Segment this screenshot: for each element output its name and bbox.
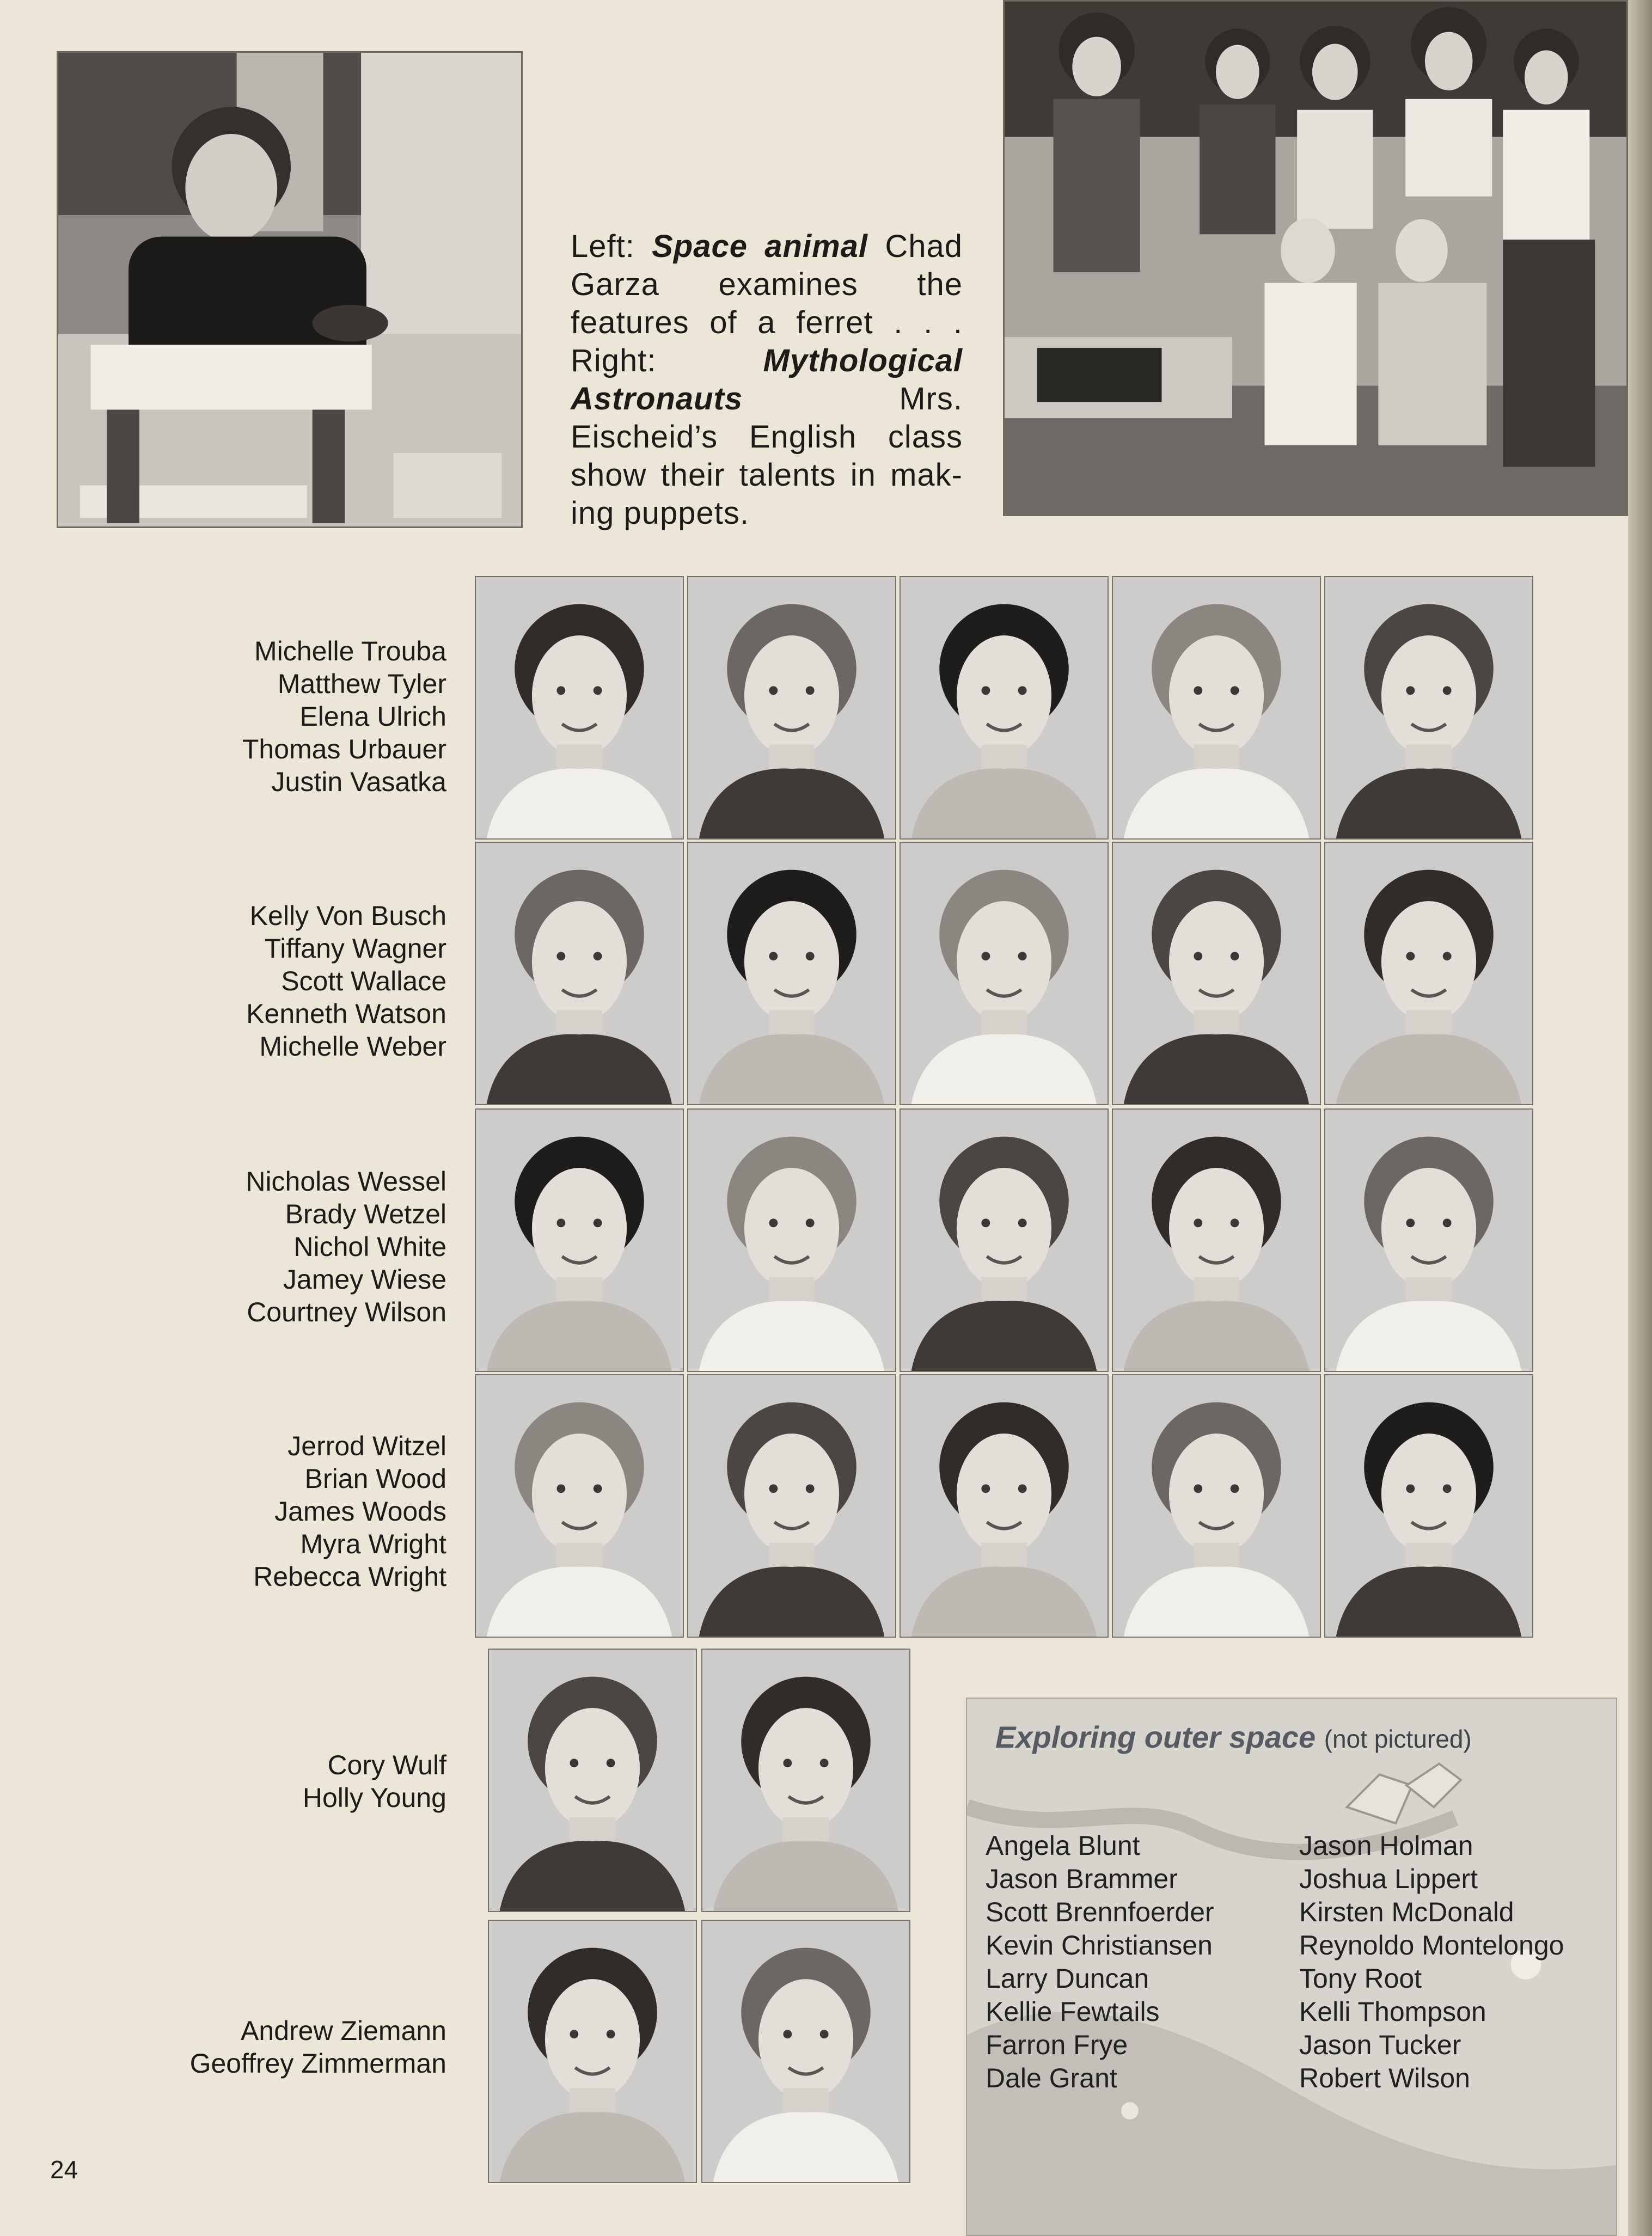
student-portrait	[1112, 1374, 1321, 1638]
caption-left-text: Chad Garza examines the features of a ferret . . .	[571, 229, 963, 340]
student-name: Holly Young	[302, 1782, 446, 1813]
photo-caption	[571, 228, 963, 532]
student-portrait	[687, 842, 896, 1105]
student-name: Myra Wright	[300, 1529, 446, 1559]
student-name: Scott Wallace	[281, 966, 446, 996]
caption-right-lead: Right:	[571, 343, 763, 378]
student-portrait	[900, 1374, 1109, 1638]
names-row-2	[103, 899, 446, 1063]
not-pictured-name: Kirsten McDonald	[1299, 1897, 1514, 1927]
names-row-3	[103, 1165, 446, 1328]
student-name: James Woods	[274, 1496, 446, 1527]
student-name: Nichol White	[293, 1232, 446, 1262]
student-portrait	[475, 576, 684, 840]
student-name: Kelly Von Busch	[249, 900, 446, 931]
caption-left-lead: Left:	[571, 229, 652, 264]
student-name: Andrew Ziemann	[241, 2016, 446, 2046]
student-portrait	[1324, 576, 1533, 840]
student-portrait	[488, 1920, 697, 2183]
student-portrait	[475, 1108, 684, 1372]
student-portrait	[1112, 1108, 1321, 1372]
names-row-4	[103, 1430, 446, 1593]
student-name: Tiffany Wagner	[264, 933, 446, 964]
ferret-photo	[57, 51, 523, 528]
not-pictured-name: Farron Frye	[986, 2030, 1128, 2060]
puppets-class-photo	[1003, 0, 1628, 516]
not-pictured-column-2	[1299, 1829, 1564, 2095]
not-pictured-name: Reynoldo Montelongo	[1299, 1930, 1564, 1961]
student-name: Justin Vasatka	[271, 767, 446, 797]
not-pictured-name: Robert Wilson	[1299, 2063, 1470, 2093]
not-pictured-name: Kellie Fewtails	[986, 1996, 1160, 2027]
student-name: Kenneth Watson	[246, 998, 446, 1029]
student-portrait	[475, 842, 684, 1105]
student-name: Jerrod Witzel	[287, 1431, 446, 1461]
space-title-sub: (not pictured)	[1324, 1725, 1472, 1753]
student-name: Nicholas Wessel	[246, 1166, 446, 1197]
not-pictured-name: Tony Root	[1299, 1963, 1422, 1994]
student-portrait	[1324, 1374, 1533, 1638]
student-portrait	[687, 1108, 896, 1372]
student-portrait	[488, 1649, 697, 1912]
student-name: Rebecca Wright	[253, 1561, 446, 1592]
not-pictured-title	[995, 1719, 1472, 1755]
space-title-main: Exploring outer space	[995, 1720, 1316, 1754]
student-portrait	[900, 576, 1109, 840]
student-name: Courtney Wilson	[247, 1297, 446, 1327]
student-name: Cory Wulf	[327, 1750, 446, 1780]
student-portrait	[701, 1920, 910, 2183]
names-row-5	[103, 1749, 446, 1814]
student-portrait	[687, 576, 896, 840]
student-name: Matthew Tyler	[277, 669, 446, 699]
student-portrait	[1324, 842, 1533, 1105]
not-pictured-name: Kevin Christiansen	[986, 1930, 1213, 1961]
student-portrait	[1112, 842, 1321, 1105]
names-row-1	[103, 635, 446, 798]
student-name: Elena Ulrich	[299, 701, 446, 732]
not-pictured-name: Jason Brammer	[986, 1864, 1178, 1894]
not-pictured-name: Dale Grant	[986, 2063, 1117, 2093]
student-portrait	[1112, 576, 1321, 840]
caption-right-text: Mrs. Eischeid’s English class show their talents in mak-ing puppets.	[571, 381, 963, 531]
caption-left-title: Space animal	[652, 229, 868, 264]
student-name: Michelle Weber	[259, 1031, 446, 1062]
names-row-6	[103, 2014, 446, 2080]
not-pictured-box	[966, 1698, 1617, 2236]
not-pictured-name: Kelli Thompson	[1299, 1996, 1486, 2027]
student-portrait	[1324, 1108, 1533, 1372]
student-portrait	[687, 1374, 896, 1638]
not-pictured-name: Joshua Lippert	[1299, 1864, 1478, 1894]
page-number: 24	[50, 2155, 78, 2184]
not-pictured-column-1	[986, 1829, 1214, 2095]
not-pictured-name: Larry Duncan	[986, 1963, 1149, 1994]
student-name: Brian Wood	[304, 1463, 446, 1494]
page-edge	[1628, 0, 1652, 2236]
student-name: Jamey Wiese	[283, 1264, 446, 1295]
student-portrait	[475, 1374, 684, 1638]
not-pictured-name: Scott Brennfoerder	[986, 1897, 1214, 1927]
not-pictured-name: Jason Tucker	[1299, 2030, 1461, 2060]
student-portrait	[900, 1108, 1109, 1372]
not-pictured-name: Jason Holman	[1299, 1830, 1473, 1861]
student-name: Geoffrey Zimmerman	[189, 2048, 446, 2079]
not-pictured-name: Angela Blunt	[986, 1830, 1140, 1861]
student-name: Thomas Urbauer	[242, 734, 446, 764]
student-portrait	[701, 1649, 910, 1912]
student-portrait	[900, 842, 1109, 1105]
caption-right-title: Mythological Astronauts	[571, 343, 963, 416]
student-name: Brady Wetzel	[285, 1199, 446, 1229]
student-name: Michelle Trouba	[254, 636, 446, 666]
